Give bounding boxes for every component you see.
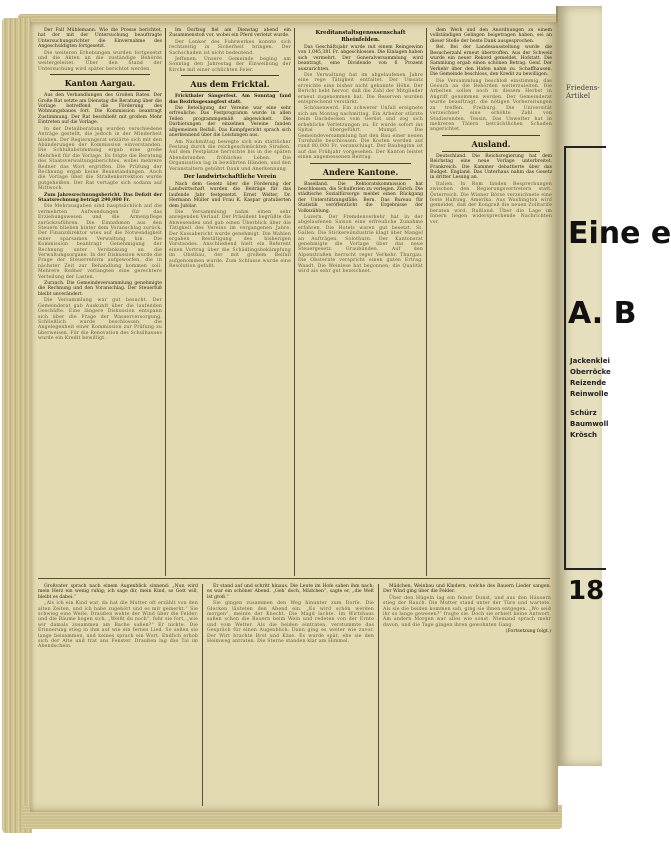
article-body: Zurzach. Die Gemeindeversammlung genehmigte die Rechnung und den Voranschlag. Der Steuerfuß bleibt unverändert. xyxy=(38,281,162,297)
ad-item: Krösch xyxy=(570,431,597,439)
article-body-filler: Die Mehrausgaben sind hauptsächlich auf die vermehrten Aufwendungen für das Erziehungswesen und die Armenpflege zurückzuführen. Die Einnahmen aus den Steuern blieben hinter dem Voranschlag zurück. Der Finanzdirektor wies auf die Notwendigkeit einer sparsamen Verwaltung hin. Die Kommission beantragt Genehmigung der Rechnung unter Verdankung an die Verwaltungsorgane. In der Diskussion wurde die Frage der Steuerreform aufgeworfen, die in nächster Zeit zur Behandlung kommen soll. Mehrere Redner verlangten eine gerechtere Verteilung der Lasten. xyxy=(38,204,162,280)
article-body-filler: In der Detailberatung wurden verschiedene Anträge gestellt, die jedoch in der Minderheit blieben. Der Regierungsrat erklärte sich mit den Abänderungen der Kommission einverstanden. Die Schlußabstimmung ergab eine große Mehrheit für die Vorlage. Es folgte die Beratung des Staatsverwaltungsberichtes, wobei mehrere Redner das Wort ergriffen. Die Prüfung der Rechnung ergab keine Beanstandungen. Auch die Vorlage über die Straßenkorrektion wurde gutgeheißen. Der Rat vertagte sich sodann auf Mittwoch. xyxy=(38,126,162,192)
column-divider xyxy=(294,28,295,576)
article-body: Deutschland. Die Reichsregierung hat dem Reichstag eine neue Vorlage unterbreitet. Frankreich. Die Kammer debattierte über das Budget. England. Das Unterhaus nahm das Gesetz in dritter Lesung an. xyxy=(430,153,552,181)
ad-item: Schürz xyxy=(570,409,597,417)
article-rule xyxy=(50,74,150,75)
serial-text: Großvater sprach nach einem Augenblick sinnend: „Nun wird mein Herz ein wenig ruhig; ich sage dir, mein Kind, so Gott will, bleibt es dabei.“ xyxy=(38,584,198,600)
serial-column-1 xyxy=(38,584,198,806)
article-body: Bel. Bei der Landesausstellung wurde die Besucherzahl erneut übertroffen. Aus der Schweiz wurde ein neuer Rekord gemeldet. Hofstatt. Die Sammlung ergab einen schönen Betrag. Genf. Der Verkehr über den Hafen nahm zu. Schaffhausen. Die Gemeinde beschloss, den Kredit zu bewilligen. xyxy=(430,45,552,78)
ad-item: Reizende xyxy=(570,379,607,387)
article-body: Nach dem Gesetz über die Förderung der Landwirtschaft wurden die Beiträge für das laufende Jahr festgesetzt. Ernst Welter, Dr. Hermann Müller und Frau K. Kaspar gratulierten dem Jubilar. xyxy=(169,181,291,209)
article-intro: Der Fall Mühlemann. Wie die Presse berichtet, hat der mit der Untersuchung beauftragte Untersuchungsrichter die Einvernahme des Angeschuldigten fortgesetzt. xyxy=(38,28,162,50)
ad-item: Baumwoll xyxy=(570,420,609,428)
article-rule xyxy=(181,91,279,92)
article-rule xyxy=(50,90,150,91)
section-heading: Aus dem Fricktal. xyxy=(190,79,270,90)
article-subheading: Frickthaler Sängerfest. Am Sonntag fand das Bezirksgesangfest statt. xyxy=(169,94,291,105)
section-heading: Kanton Aargau. xyxy=(64,78,136,89)
ad-item: Reinwolle xyxy=(570,390,609,398)
article-body: Baselland. Die Rektoratskommission hat beschlossen, die Schulferien zu verlegen. Zürich. Die städtische Sozialfürsorge meldet einen Rückgang der Unterstützungsfälle. Bern. Das Bureau für Statistik veröffentlicht die Ergebnisse der Volkszählung. xyxy=(298,181,423,214)
ad-item: Jackenklei xyxy=(570,357,610,365)
article-subheading: Zum Jahresrechnungsbericht. Das Defizit der Staatsrechnung beträgt 290,000 Fr. xyxy=(38,192,162,203)
article-body: Das Geschäftsjahr wurde mit einem Reingewinn von 1,045,381 Fr. abgeschlossen. Die Einlagen haben sich vermehrt. Der Generalversammlung wird beantragt, eine Dividende von 6 Prozent auszurichten. xyxy=(298,45,423,72)
article-body: Aus den Verhandlungen des Großen Rates. Der Große Rat setzte am Dienstag die Beratung über die Vorlage betreffend die Förderung des Wohnungsbaues fort. Die Kommission beantragt Zustimmung. Der Rat beschließt mit großem Mehr Eintreten auf die Vorlage. xyxy=(38,93,162,126)
article-body-filler: Der Lenker des Fuhrwerkes konnte sich rechtzeitig in Sicherheit bringen. Der Sachschaden ist nicht bedeutend. xyxy=(169,39,291,56)
article-body-filler: Jeffenen. Unsere Gemeinde beging am Sonntag den Jahrestag der Einweihung der Kirche mit einer schlichten Feier. xyxy=(169,57,291,73)
article-body-filler: Die Versammlung nahm einen sehr anregenden Verlauf. Der Präsident begrüßte die Anwesenden und gab einen Überblick über die Tätigkeit des Vereins im vergangenen Jahre. Der Kassabericht wurde genehmigt. Die Wahlen ergaben Bestätigung des bisherigen Vorstandes. Anschließend hielt ein Referent einen Vortrag über die Schädlingsbekämpfung im Obstbau, der mit großem Beifall aufgenommen wurde. Zum Schlusse wurde eine Resolution gefaßt. xyxy=(169,209,291,270)
article-heading: Kreditanstaltsgenossenschaft Rheinfelden. xyxy=(315,30,406,43)
facing-page-advertisement xyxy=(556,6,671,766)
article-body-filler: Am Nachmittag bewegte sich ein stattlicher Festzug durch die reichgeschmückten Straßen. Auf dem Festplatze herrschte bis in die späten Abendstunden fröhliches Leben. Die Organisation lag in bewährten Händen, und den Veranstaltern gebührt Dank und Anerkennung. xyxy=(169,139,291,172)
article-body-filler: Italien. In Rom fanden Besprechungen zwischen den Regierungsvertretern statt. Österreich. Die Wiener Börse verzeichnete eine feste Haltung. Amerika. Aus Washington wird gemeldet, daß der Kongreß die neuen Zolltarife beraten wird. Rußland. Über die Lage im Innern liegen widersprechende Nachrichten vor. xyxy=(430,181,552,225)
article-body-filler: Die weiteren Erhebungen wurden fortgesetzt und die Akten an die zuständige Behörde weitergeleitet. Über den Stand der Untersuchung wird später berichtet werden. xyxy=(38,50,162,72)
column-divider xyxy=(426,28,427,576)
article-rule xyxy=(310,163,411,164)
article-heading: Der landwirtschaftliche Verein xyxy=(183,173,277,180)
column-divider xyxy=(378,584,379,806)
article-rule xyxy=(442,135,540,136)
news-column-2 xyxy=(169,28,291,576)
ad-item: Oberröcke xyxy=(570,368,611,376)
article-body: Die Beteiligung der Vereine war eine sehr erfreuliche. Das Festprogramm wurde in allen Teilen programmgemäß abgewickelt. Die Darbietungen der einzelnen Vereine fanden allgemeinen Beifall. Das Kampfgericht sprach sich anerkennend über die Leistungen aus. xyxy=(169,106,291,139)
article-rule xyxy=(442,151,540,152)
ad-large-text-2: A. B xyxy=(568,296,637,331)
news-column-4 xyxy=(430,28,552,576)
ad-large-text-1: Eine e xyxy=(568,216,671,251)
serial-column-3 xyxy=(383,584,551,806)
serial-text: Mädchen, Weinbau und Kindern, welche des Bauern Lieder sangen. Der Wind ging über die Felder. xyxy=(383,584,551,595)
page-stack-left-edge xyxy=(2,18,32,833)
serial-separator-rule xyxy=(38,578,550,579)
article-body-filler: Luzern. Der Fremdenverkehr hat in der abgelaufenen Saison eine erfreuliche Zunahme erfahren. Die Hotels waren gut besetzt. St. Gallen. Die Stickereiindustrie klagt über Mangel an Aufträgen. Solothurn. Der Kantonsrat genehmigte die Vorlage über das neue Steuergesetz. Graubünden. Auf den Alpenstraßen herrscht reger Verkehr. Thurgau. Die Obsternte verspricht einen guten Ertrag. Waadt. Die Weinlese hat begonnen; die Qualität wird als sehr gut bezeichnet. xyxy=(298,214,423,275)
article-body-filler: Die Versammlung beschloß einstimmig, das Gesuch an die Behörden weiterzuleiten. Die Arbeiten sollen noch in diesem Herbst in Angriff genommen werden. Der Gemeinderat wurde beauftragt, die nötigen Vorbereitungen zu treffen. Freiburg. Die Universität verzeichnet eine erhöhte Zahl von Studierenden. Tessin. Das Unwetter hat in mehreren Tälern beträchtlichen Schaden angerichtet. xyxy=(430,78,552,133)
ad-item-list xyxy=(570,356,611,441)
section-heading: Andere Kantone. xyxy=(322,166,399,177)
article-intro: dem Werk und den Anordnungen zu einem vollständigen Gelingen beigetragen haben, sei an dieser Stelle der beste Dank ausgesprochen. xyxy=(430,28,552,44)
article-body-filler: Die Verwaltung hat im abgelaufenen Jahre eine rege Tätigkeit entfaltet. Der Umsatz erreichte eine bisher nicht gekannte Höhe. Der Bericht hebt hervor, daß die Zahl der Mitglieder erneut zugenommen hat. Die Reserven wurden entsprechend verstärkt. xyxy=(298,73,423,106)
ad-price-number: 18 xyxy=(568,576,605,606)
newspaper-page xyxy=(30,22,558,812)
facing-edge-label: Friedens-Artikel xyxy=(566,84,600,100)
serial-filler: Sie gingen zusammen den Weg hinunter zum Dorfe. Die Glocken läuteten den Abend ein. „Es wird schön werden morgen“, meinte der Knecht. Die Magd lachte. Im Wirtshaus saßen schon die Bauern beim Wein und redeten von der Ernte und vom Wetter. Als die beiden eintraten, verstummte das Gespräch für einen Augenblick. Dann ging es weiter wie zuvor. Der Wirt brachte Brot und Käse. Es wurde spät, ehe sie den Heimweg antraten. Die Sterne standen klar am Himmel. xyxy=(207,601,374,645)
serial-text: Er stand auf und schritt hinaus. Die Leute im Hofe sahen ihm nach; es war ein schöner Abend. „Geh' doch, Mädchen“, sagte er, „die Welt ist groß.“ xyxy=(207,584,374,600)
serial-continuation-note: (Fortsetzung folgt.) xyxy=(505,629,551,635)
article-body-filler: Schönenwerd. Ein schwerer Unfall ereignete sich am Montag nachmittag. Ein Arbeiter stürzte beim Dachdecken vom Gerüst und zog sich erhebliche Verletzungen zu. Er wurde sofort ins Spital übergeführt. Mumpf. Die Gemeindeversammlung hat den Bau einer neuen Turnhalle beschlossen. Die Kosten werden auf rund 80,000 Fr. veranschlagt. Der Baubeginn ist auf das Frühjahr vorgesehen. Der Kanton leistet einen angemessenen Beitrag. xyxy=(298,106,423,161)
news-column-3 xyxy=(298,28,423,576)
column-divider xyxy=(165,28,166,576)
article-body-filler: Die Versammlung war gut besucht. Der Gemeinderat gab Auskunft über die laufenden Geschäfte. Eine längere Diskussion entspann sich über die Frage der Wasserversorgung. Schließlich wurde beschlossen, die Angelegenheit einer Kommission zur Prüfung zu überweisen. Für die Renovation des Schulhauses wurde ein Kredit bewilligt. xyxy=(38,298,162,342)
news-column-1 xyxy=(38,28,162,576)
article-rule xyxy=(310,179,411,180)
article-intro: Im Dorfzug fiel am Dienstag abend ein Zusammenstoß vor, wobei ein Pferd verletzt wurde. xyxy=(169,28,291,39)
serial-filler: Über den Hügeln lag ein feiner Dunst, und aus den Häusern stieg der Rauch. Die Mutter stand unter der Türe und wartete. Als sie die beiden kommen sah, ging sie ihnen entgegen. „Wo seid ihr so lange gewesen?“ fragte sie. Doch sie erhielt keine Antwort. Am andern Morgen war alles wie sonst. Niemand sprach mehr davon, und die Tage gingen ihren gewohnten Gang. xyxy=(383,595,551,628)
serial-filler: „Als ich ein Kind war, da hat die Mutter oft erzählt von den alten Zeiten, und ich habe zugehört und es mir gemerkt.“ Sie schwieg eine Weile. Draußen wehte der Wind über die Felder, und die Bäume bogen sich. „Weißt du noch“, fuhr sie fort, „wie wir damals zusammen am Bache saßen?“ Er nickte. Die Erinnerung stieg in ihm auf wie ein fernes Lied. So saßen sie lange beisammen, und keines sprach ein Wort. Endlich erhob sich der Alte und trat ans Fenster. Draußen lag das Tal im Abendschein. xyxy=(38,601,198,650)
column-divider xyxy=(202,584,203,806)
article-rule xyxy=(181,75,279,76)
serial-column-2 xyxy=(207,584,374,806)
section-heading: Ausland. xyxy=(471,138,511,149)
